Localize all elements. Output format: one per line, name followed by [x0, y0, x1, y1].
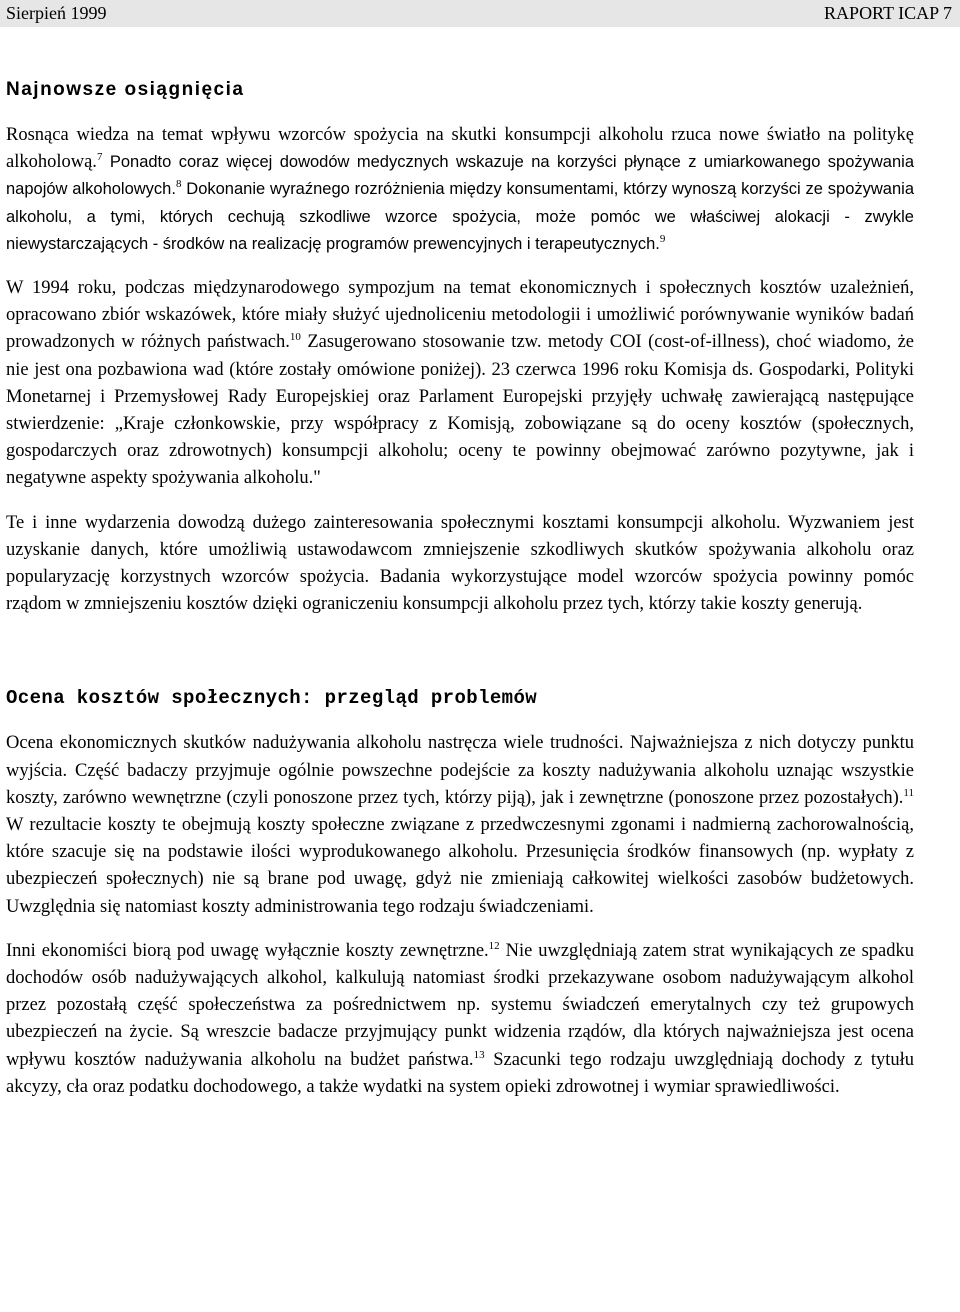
document-body	[6, 78, 914, 1118]
paragraph-1-text-a: Rosnąca wiedza na temat wpływu wzorców spożycia na skutki konsumpcji alkoholu rzuca nowe światło na politykę alkoholową.	[6, 125, 914, 173]
page-header	[0, 0, 960, 27]
paragraph-3: Te i inne wydarzenia dowodzą dużego zainteresowania społecznymi kosztami konsumpcji alkoholu. Wyzwaniem jest uzyskanie danych, które umożliwią ustawodawcom zmniejszenie szkodliwych skutków spożywania alkoholu oraz popularyzację korzystnych wzorców spożycia. Badania wykorzystujące model wzorców spożycia powinny pomóc rządom w zmniejszeniu kosztów dzięki ograniczeniu konsumpcji alkoholu przez tych, którzy takie koszty generują.	[6, 512, 914, 615]
paragraph-4	[6, 730, 914, 920]
paragraph-2	[6, 275, 914, 493]
footnote-ref-10[interactable]: 10	[289, 331, 301, 344]
section-heading-social-costs: Ocena kosztów społecznych: przegląd problemów	[6, 687, 538, 710]
paragraph-4-text-a: Ocena ekonomicznych skutków nadużywania alkoholu nastręcza wiele trudności. Najważniejsza z nich dotyczy punktu wyjścia. Część badaczy przyjmuje ogólnie powszechne podejście za koszty nadużywania alkoholu uznając wszystkie koszty, zarówno wewnętrzne (czyli ponoszone przez tych, którzy piją), jak i zewnętrzne (ponoszone przez pozostałych).	[6, 733, 914, 808]
paragraph-1-text-c: Dokonanie wyraźnego rozróżnienia między konsumentami, którzy wynoszą korzyści ze spożywania alkoholu, a tymi, których cechują szkodliwe wzorce spożycia, może pomóc we właściwej alokacji - zwykle niewystarczających - środków na realizację programów prewencyjnych i terapeutycznych.	[6, 180, 914, 253]
paragraph-2-text-b: Zasugerowano stosowanie tzw. metody COI (cost-of-illness), choć wiadomo, że nie jest ona pozbawiona wad (które zostały omówione poniżej). 23 czerwca 1996 roku Komisja ds. Gospodarki, Polityki Monetarnej i Przemysłowej Rady Europejskiej oraz Parlament Europejski przyjęły uchwałę zawierającą następujące stwierdzenie: „Kraje członkowskie, przy współpracy z Komisją, zobowiązane są do oceny kosztów (społecznych, gospodarczych oraz zdrowotnych) konsumpcji alkoholu; oceny te powinny obejmować zarówno pozytywne, jak i negatywne aspekty spożywania alkoholu."	[6, 332, 914, 489]
header-report-title: RAPORT ICAP 7	[824, 3, 952, 23]
footnote-ref-11[interactable]: 11	[903, 786, 914, 799]
footnote-ref-12[interactable]: 12	[488, 939, 500, 952]
footnote-ref-7[interactable]: 7	[96, 151, 103, 164]
paragraph-5	[6, 938, 914, 1101]
paragraph-5-text-c: Szacunki tego rodzaju uwzględniają dochody z tytułu akcyzy, cła oraz podatku dochodowego, a także wydatki na system opieki zdrowotnej i wymiar sprawiedliwości.	[6, 1049, 914, 1097]
header-date: Sierpień 1999	[6, 3, 107, 23]
paragraph-5-text-a: Inni ekonomiści biorą pod uwagę wyłącznie koszty zewnętrzne.	[6, 940, 489, 961]
paragraph-1	[6, 122, 914, 258]
footnote-ref-9[interactable]: 9	[659, 232, 666, 245]
footnote-ref-13[interactable]: 13	[473, 1048, 485, 1061]
section-heading-latest-achievements: Najnowsze osiągnięcia	[6, 79, 245, 100]
footnote-ref-8[interactable]: 8	[175, 178, 182, 191]
paragraph-5-text-b: Nie uwzględniają zatem strat wynikających ze spadku dochodów osób nadużywających alkohol, kalkulują natomiast środki przekazywane osobom nadużywającym alkohol przez pozostałą część społeczeństwa za pośrednictwem np. systemu świadczeń emerytalnych czy też grupowych ubezpieczeń na życie. Są wreszcie badacze przyjmujący punkt widzenia rządów, dla których najważniejsza jest ocena wpływu kosztów nadużywania alkoholu na budżet państwa.	[6, 940, 914, 1070]
paragraph-4-text-b: W rezultacie koszty te obejmują koszty społeczne związane z przedwczesnymi zgonami i nadmierną zachorowalnością, które szacuje się na podstawie ilości wyprodukowanego alkoholu. Przesunięcia środków finansowych (np. wypłaty z ubezpieczeń społecznych) nie są brane pod uwagę, gdyż nie zmieniają całkowitej wielkości zasobów budżetowych. Uwzględnia się natomiast koszty administrowania tego rodzaju świadczeniami.	[6, 815, 914, 917]
paragraph-1-text-b: Ponadto coraz więcej dowodów medycznych wskazuje na korzyści płynące z umiarkowanego spożywania napojów alkoholowych.	[6, 153, 914, 199]
paragraph-2-text-a: W 1994 roku, podczas międzynarodowego sympozjum na temat ekonomicznych i społecznych kosztów uzależnień, opracowano zbiór wskazówek, które miały służyć ujednoliceniu metodologii i umożliwić porównywanie wyników badań prowadzonych w różnych państwach.	[6, 278, 914, 353]
